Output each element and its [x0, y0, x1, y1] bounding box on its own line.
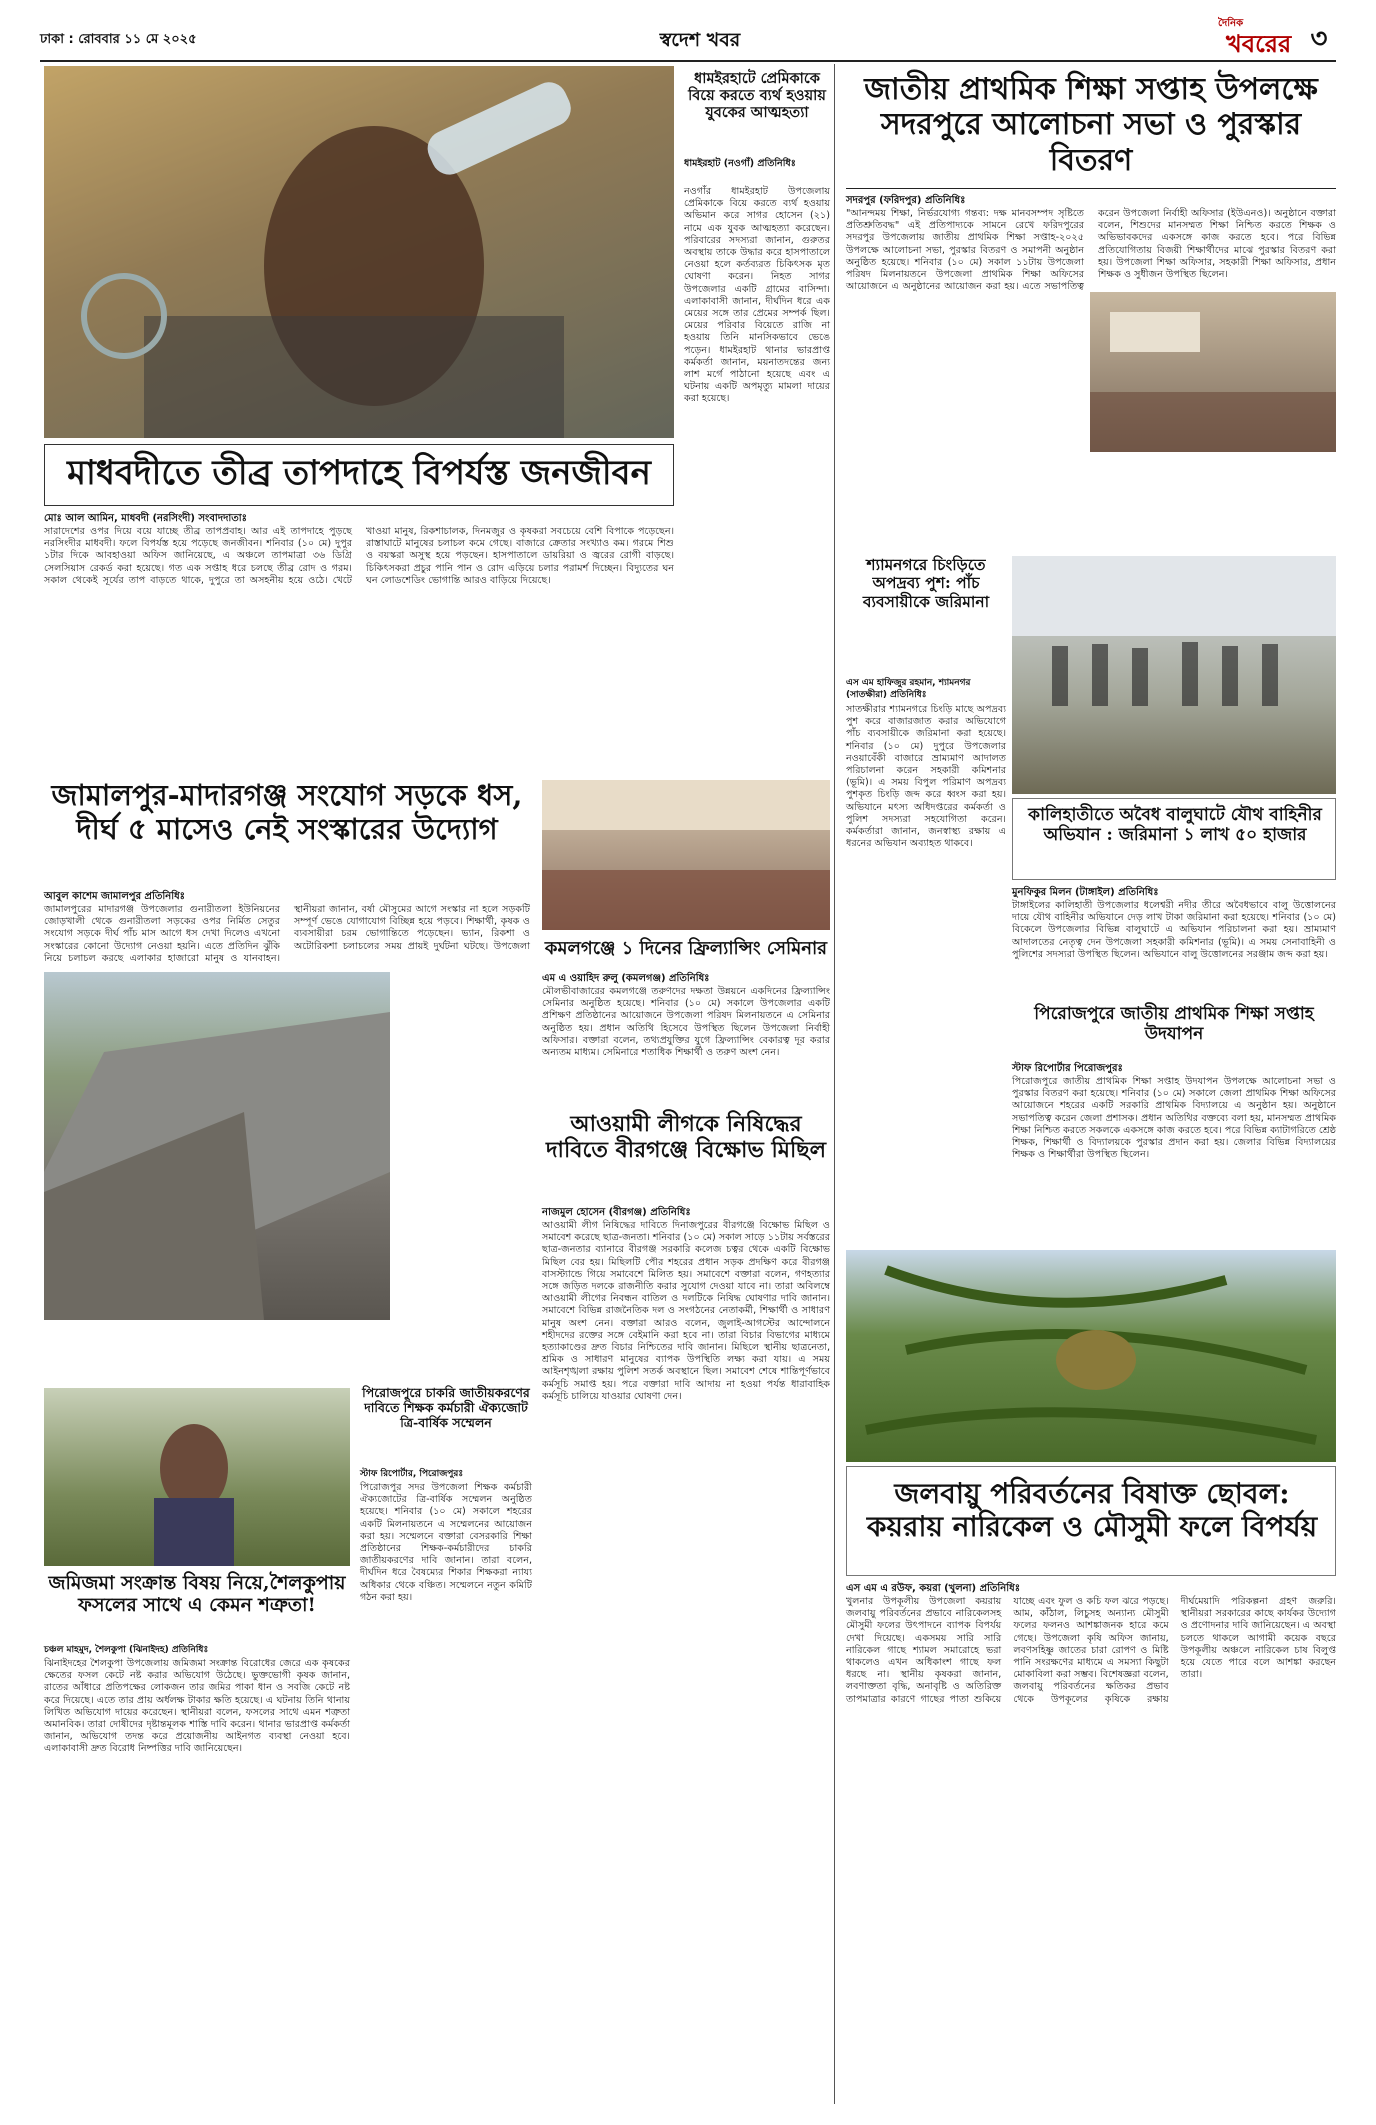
pirojpur-staff-headline: পিরোজপুরে চাকরি জাতীয়করণের দাবিতে শিক্ষক কর্মচারী ঐক্যজোট ত্রি-বার্ষিক সম্মেলন [362, 1385, 530, 1430]
kamalganj-photo [542, 780, 830, 930]
heatwave-photo [44, 66, 674, 438]
sadarpur-photo [1090, 292, 1336, 452]
jamalpur-byline: আবুল কাশেম জামালপুর প্রতিনিধিঃ [44, 891, 186, 902]
shyamnagar-byline: এস এম হাফিজুর রহমান, শ্যামনগর (সাতক্ষীরা) প্রতিনিধিঃ [846, 678, 971, 700]
shailkupa-byline: চঞ্চল মাহমুদ, শৈলকুপা (ঝিনাইদহ) প্রতিনিধিঃ [44, 1645, 209, 1655]
shailkupa-farmer-photo [44, 1388, 350, 1566]
madhabdi-headline: মাধবদীতে তীব্র তাপদাহে বিপর্যস্ত জনজীবন [67, 453, 651, 493]
header-rule [40, 60, 1336, 62]
dhamoirhat-headline: ধামইরহাটে প্রেমিকাকে বিয়ে করতে ব্যর্থ হওয়ায় যুবকের আত্মহত্যা [688, 70, 826, 122]
kalihati-headline: কালিহাতীতে অবৈধ বালুঘাটে যৌথ বাহিনীর অভিযান : জরিমানা ১ লাখ ৫০ হাজার [1028, 805, 1322, 846]
shyamnagar-photo [1012, 556, 1336, 794]
koyra-headline: জলবায়ু পরিবর্তনের বিষাক্ত ছোবল: কয়রায় নারিকেল ও মৌসুমী ফলে বিপর্যয় [866, 1477, 1318, 1544]
kamalganj-headline: কমলগঞ্জে ১ দিনের ফ্রিল্যান্সিং সেমিনার [544, 938, 828, 959]
kalihati-byline: মুনফিকুর মিলন (টাঙ্গাইল) প্রতিনিধিঃ [1012, 887, 1159, 898]
logo-main-text: খবরের [1226, 29, 1292, 58]
koyra-body: খুলনার উপকূলীয় উপজেলা কয়রায় জলবায়ু পরিবর্তনের প্রভাবে নারিকেলসহ মৌসুমী ফলের উৎপাদনে ব্যাপক বিপর্যয় দেখা দিয়েছে। একসময় সারি সারি নারিকেল গাছে শ্যামল সমারোহে ভরা থাকলেও এখন অধিকাংশ গাছে ফল ধরছে না। স্থানীয় কৃষকরা জানান, লবণাক্ততা বৃদ্ধি, অনাবৃষ্টি ও অতিরিক্ত তাপমাত্রার কারণে গাছের পাতা শুকিয়ে যাচ্ছে এবং ফুল ও কচি ফল ঝরে পড়ছে। আম, কাঁঠাল, লিচুসহ অন্যান্য মৌসুমী ফলের ফলনও আশঙ্কাজনক হারে কমে গেছে। উপজেলা কৃষি অফিস জানায়, লবণসহিষ্ণু জাতের চারা রোপণ ও মিষ্টি পানি সংরক্ষণের মাধ্যমে এ সমস্যা কিছুটা মোকাবিলা করা সম্ভব। বিশেষজ্ঞরা বলেন, জলবায়ু পরিবর্তনের ক্ষতিকর প্রভাব থেকে উপকূলের কৃষিকে রক্ষায় দীর্ঘমেয়াদি পরিকল্পনা গ্রহণ জরুরি। স্থানীয়রা সরকারের কাছে কার্যকর উদ্যোগ ও প্রণোদনার দাবি জানিয়েছেন। এ অবস্থা চলতে থাকলে আগামী কয়েক বছরে উপকূলীয় অঞ্চলে নারিকেল চাষ বিলুপ্ত হয়ে যেতে পারে বলে আশঙ্কা করছেন তারা। [846, 1596, 1336, 1705]
dhamoirhat-body: নওগাঁর ধামইরহাট উপজেলায় প্রেমিকাকে বিয়ে করতে ব্যর্থ হওয়ায় অভিমান করে সাগর হোসেন (২১) নামে এক যুবক আত্মহত্যা করেছেন। পরিবারের সদস্যরা জানান, গুরুতর অবস্থায় তাকে উদ্ধার করে হাসপাতালে নেওয়া হলে কর্তব্যরত চিকিৎসক মৃত ঘোষণা করেন। নিহত সাগর উপজেলার একটি গ্রামের বাসিন্দা। এলাকাবাসী জানান, দীর্ঘদিন ধরে এক মেয়ের সঙ্গে তার প্রেমের সম্পর্ক ছিল। মেয়ের পরিবার বিয়েতে রাজি না হওয়ায় তিনি মানসিকভাবে ভেঙে পড়েন। ধামইরহাট থানার ভারপ্রাপ্ত কর্মকর্তা জানান, ময়নাতদন্তের জন্য লাশ মর্গে পাঠানো হয়েছে এবং এ ঘটনায় একটি অপমৃত্যু মামলা দায়ের করা হয়েছে। [684, 186, 830, 405]
koyra-headline-box [846, 1466, 1336, 1576]
shailkupa-headline: জমিজমা সংক্রান্ত বিষয় নিয়ে,শৈলকুপায় ফসলের সাথে এ কেমন শত্রুতা! [48, 1572, 346, 1617]
column-rule [834, 64, 835, 2104]
koyra-byline: এস এম এ রউফ, কয়রা (খুলনা) প্রতিনিধিঃ [846, 1583, 1021, 1594]
sadarpur-body: "আনন্দময় শিক্ষা, নির্ভরযোগ্য গন্তব্য: দক্ষ মানবসম্পদ সৃষ্টিতে প্রতিশ্রুতিবদ্ধ" এই প্রতিপাদ্যকে সামনে রেখে ফরিদপুরের সদরপুর উপজেলায় জাতীয় প্রাথমিক শিক্ষা সপ্তাহ-২০২৫ উপলক্ষে আলোচনা সভা, পুরস্কার বিতরণ ও সমাপনী অনুষ্ঠান অনুষ্ঠিত হয়েছে। শনিবার (১০ মে) সকাল ১১টায় উপজেলা পরিষদ মিলনায়তনে উপজেলা প্রাথমিক শিক্ষা অফিসের আয়োজনে এ অনুষ্ঠানের আয়োজন করা হয়। এতে সভাপতিত্ব করেন উপজেলা নির্বাহী অফিসার (ইউএনও)। অনুষ্ঠানে বক্তারা বলেন, শিশুদের মানসম্মত শিক্ষা নিশ্চিত করতে শিক্ষক ও অভিভাবকদের একসঙ্গে কাজ করতে হবে। পরে বিভিন্ন প্রতিযোগিতায় বিজয়ী শিক্ষার্থীদের মাঝে পুরস্কার বিতরণ করা হয়। উপজেলা শিক্ষা অফিসার, সহকারী শিক্ষা অফিসার, প্রধান শিক্ষক ও সুধীজন উপস্থিত ছিলেন। [846, 208, 1336, 293]
kamalganj-body: মৌলভীবাজারের কমলগঞ্জে তরুণদের দক্ষতা উন্নয়নে একদিনের ফ্রিল্যান্সিং সেমিনার অনুষ্ঠিত হয়েছে। শনিবার (১০ মে) সকালে উপজেলার একটি প্রশিক্ষণ প্রতিষ্ঠানের আয়োজনে উপজেলা পরিষদ মিলনায়তনে এ সেমিনার অনুষ্ঠিত হয়। প্রধান অতিথি হিসেবে উপস্থিত ছিলেন উপজেলা নির্বাহী অফিসার। বক্তারা বলেন, তথ্যপ্রযুক্তির যুগে ফ্রিল্যান্সিং বেকারত্ব দূর করার অন্যতম মাধ্যম। সেমিনারে শতাধিক শিক্ষার্থী ও তরুণ অংশ নেন। [542, 986, 830, 1059]
pirojpur-week-headline: পিরোজপুরে জাতীয় প্রাথমিক শিক্ষা সপ্তাহ উদযাপন [1034, 1004, 1314, 1045]
page-header [40, 14, 1336, 58]
sadarpur-headline: জাতীয় প্রাথমিক শিক্ষা সপ্তাহ উপলক্ষে সদরপুরে আলোচনা সভা ও পুরস্কার বিতরণ [864, 72, 1318, 178]
sadarpur-rule [846, 188, 1336, 189]
dhamoirhat-byline: ধামইরহাট (নওগাঁ) প্রতিনিধিঃ [684, 158, 796, 169]
madhabdi-byline: মোঃ আল আমিন, মাধবদী (নরসিংদী) সংবাদদাতাঃ [44, 513, 247, 524]
section-title: স্বদেশ খবর [659, 29, 741, 51]
pirojpur-staff-body: পিরোজপুর সদর উপজেলা শিক্ষক কর্মচারী ঐক্যজোটের ত্রি-বার্ষিক সম্মেলন অনুষ্ঠিত হয়েছে। শনিবার (১০ মে) সকালে শহরের একটি মিলনায়তনে এ সম্মেলনের আয়োজন করা হয়। সম্মেলনে বক্তারা বেসরকারি শিক্ষা প্রতিষ্ঠানের শিক্ষক-কর্মচারীদের চাকরি জাতীয়করণের দাবি জানান। তারা বলেন, দীর্ঘদিন ধরে বৈষম্যের শিকার শিক্ষকরা ন্যায্য অধিকার থেকে বঞ্চিত। সম্মেলনে নতুন কমিটি গঠন করা হয়। [360, 1482, 532, 1603]
koyra-coconut-photo [846, 1250, 1336, 1462]
logo-small-text: দৈনিক [1218, 18, 1244, 29]
jamalpur-road-photo [44, 972, 390, 1320]
pirojpur-week-byline: স্টাফ রিপোর্টার পিরোজপুরঃ [1012, 1063, 1123, 1074]
sadarpur-byline: সদরপুর (ফরিদপুর) প্রতিনিধিঃ [846, 195, 966, 206]
madhabdi-headline-box [44, 444, 674, 506]
pirojpur-week-body: পিরোজপুরে জাতীয় প্রাথমিক শিক্ষা সপ্তাহ উদযাপন উপলক্ষে আলোচনা সভা ও পুরস্কার বিতরণ করা হয়েছে। শনিবার (১০ মে) সকালে জেলা প্রাথমিক শিক্ষা অফিসের আয়োজনে শহরের একটি সরকারি প্রাথমিক বিদ্যালয়ে এ অনুষ্ঠান হয়। অনুষ্ঠানে সভাপতিত্ব করেন জেলা প্রশাসক। প্রধান অতিথির বক্তব্যে বলা হয়, মানসম্মত প্রাথমিক শিক্ষা নিশ্চিত করতে সকলকে একসঙ্গে কাজ করতে হবে। পরে বিভিন্ন ক্যাটাগরিতে শ্রেষ্ঠ শিক্ষক, শিক্ষার্থী ও বিদ্যালয়কে পুরস্কার প্রদান করা হয়। জেলার বিভিন্ন বিদ্যালয়ের শিক্ষক ও শিক্ষার্থীরা উপস্থিত ছিলেন। [1012, 1076, 1336, 1161]
kalihati-headline-box [1012, 798, 1336, 880]
madhabdi-body: সারাদেশের ওপর দিয়ে বয়ে যাচ্ছে তীব্র তাপপ্রবাহ। আর এই তাপদাহে পুড়ছে নরসিংদীর মাধবদী। ফলে বিপর্যস্ত হয়ে পড়েছে জনজীবন। শনিবার (১০ মে) দুপুর ১টার দিকে আবহাওয়া অফিস জানিয়েছে, এ অঞ্চলে তাপমাত্রা ৩৬ ডিগ্রি সেলসিয়াস রেকর্ড করা হয়েছে। গত এক সপ্তাহ ধরে চলছে তীব্র রোদ ও গরম। সকাল থেকেই সূর্যের তাপ বাড়তে থাকে, দুপুরে তা অসহনীয় হয়ে ওঠে। খেটে খাওয়া মানুষ, রিকশাচালক, দিনমজুর ও কৃষকরা সবচেয়ে বেশি বিপাকে পড়েছেন। রাস্তাঘাটে মানুষের চলাচল কমে গেছে। বাজারে ক্রেতার সংখ্যাও কম। গরমে শিশু ও বয়স্করা অসুস্থ হয়ে পড়ছেন। হাসপাতালে ডায়রিয়া ও জ্বরের রোগী বাড়ছে। চিকিৎসকরা প্রচুর পানি পান ও রোদ এড়িয়ে চলার পরামর্শ দিচ্ছেন। বিদ্যুতের ঘন ঘন লোডশেডিং ভোগান্তি আরও বাড়িয়ে দিয়েছে। [44, 526, 674, 586]
shailkupa-body: ঝিনাইদহের শৈলকুপা উপজেলায় জমিজমা সংক্রান্ত বিরোধের জেরে এক কৃষকের ক্ষেতের ফসল কেটে নষ্ট করার অভিযোগ উঠেছে। ভুক্তভোগী কৃষক জানান, রাতের আঁধারে প্রতিপক্ষের লোকজন তার জমির পাকা ধান ও সবজি কেটে নষ্ট করে দিয়েছে। এতে তার প্রায় অর্ধলক্ষ টাকার ক্ষতি হয়েছে। এ ঘটনায় তিনি থানায় লিখিত অভিযোগ দায়ের করেছেন। স্থানীয়রা বলেন, ফসলের সাথে এমন শত্রুতা অমানবিক। তারা দোষীদের দৃষ্টান্তমূলক শাস্তি দাবি করেন। থানার ভারপ্রাপ্ত কর্মকর্তা জানান, অভিযোগ তদন্ত করে প্রয়োজনীয় আইনগত ব্যবস্থা নেওয়া হবে। এলাকাবাসী দ্রুত বিরোধ নিষ্পত্তির দাবি জানিয়েছেন। [44, 1658, 350, 1755]
kamalganj-byline: এম এ ওয়াহিদ রুলু (কমলগঞ্জ) প্রতিনিধিঃ [542, 973, 710, 984]
sadarpur-body-continued [846, 458, 1336, 548]
birganj-byline: নাজমুল হোসেন (বীরগঞ্জ) প্রতিনিধিঃ [542, 1207, 691, 1218]
shyamnagar-headline: শ্যামনগরে চিংড়িতে অপদ্রব্য পুশ: পাঁচ ব্যবসায়ীকে জরিমানা [862, 555, 990, 611]
birganj-headline: আওয়ামী লীগকে নিষিদ্ধের দাবিতে বীরগঞ্জে বিক্ষোভ মিছিল [546, 1111, 826, 1163]
birganj-body: আওয়ামী লীগ নিষিদ্ধের দাবিতে দিনাজপুরের বীরগঞ্জে বিক্ষোভ মিছিল ও সমাবেশ করেছে ছাত্র-জনতা। শনিবার (১০ মে) সকাল সাড়ে ১১টায় সর্বস্তরের ছাত্র-জনতার ব্যানারে বীরগঞ্জ সরকারি কলেজ চত্বর থেকে একটি বিক্ষোভ মিছিল বের হয়। মিছিলটি পৌর শহরের প্রধান সড়ক প্রদক্ষিণ করে বীরগঞ্জ বাসস্ট্যান্ডে গিয়ে সমাবেশে মিলিত হয়। সমাবেশে বক্তারা বলেন, গণহত্যার সঙ্গে জড়িত দলকে রাজনীতি করার সুযোগ দেওয়া যাবে না। তারা অবিলম্বে আওয়ামী লীগের নিবন্ধন বাতিল ও দলটিকে নিষিদ্ধ ঘোষণার দাবি জানান। সমাবেশে বিভিন্ন রাজনৈতিক দল ও সংগঠনের নেতাকর্মী, শিক্ষার্থী ও সাধারণ মানুষ অংশ নেন। বক্তারা আরও বলেন, জুলাই-আগস্টের আন্দোলনে শহীদদের রক্তের সঙ্গে বেইমানি করা হবে না। তারা বিচার বিভাগের মাধ্যমে হত্যাকাণ্ডের দ্রুত বিচার নিশ্চিতের দাবি জানান। মিছিলে স্থানীয় ছাত্রনেতা, শ্রমিক ও সাধারণ মানুষের ব্যাপক উপস্থিতি লক্ষ্য করা যায়। এ সময় আইনশৃঙ্খলা রক্ষায় পুলিশ সতর্ক অবস্থানে ছিল। সমাবেশ শেষে শান্তিপূর্ণভাবে কর্মসূচি সমাপ্ত হয়। পরে বক্তারা দাবি আদায় না হওয়া পর্যন্ত ধারাবাহিক কর্মসূচি চালিয়ে যাওয়ার ঘোষণা দেন। [542, 1220, 830, 1402]
page-number: ৩ [1310, 24, 1328, 54]
newspaper-logo [1216, 14, 1336, 58]
shyamnagar-body: সাতক্ষীরার শ্যামনগরে চিংড়ি মাছে অপদ্রব্য পুশ করে বাজারজাত করার অভিযোগে পাঁচ ব্যবসায়ীকে জরিমানা করা হয়েছে। শনিবার (১০ মে) দুপুরে উপজেলার নওয়াবেঁকী বাজারে ভ্রাম্যমাণ আদালত পরিচালনা করেন সহকারী কমিশনার (ভূমি)। এ সময় বিপুল পরিমাণ অপদ্রব্য পুশকৃত চিংড়ি জব্দ করে ধ্বংস করা হয়। অভিযানে মৎস্য অধিদপ্তরের কর্মকর্তা ও পুলিশ সদস্যরা সহযোগিতা করেন। কর্মকর্তারা জানান, জনস্বাস্থ্য রক্ষায় এ ধরনের অভিযান অব্যাহত থাকবে। [846, 704, 1006, 850]
pirojpur-staff-byline: স্টাফ রিপোর্টার, পিরোজপুরঃ [360, 1469, 464, 1479]
kalihati-body: টাঙ্গাইলের কালিহাতী উপজেলার ধলেশ্বরী নদীর তীরে অবৈধভাবে বালু উত্তোলনের দায়ে যৌথ বাহিনীর অভিযানে দেড় লাখ টাকা জরিমানা করা হয়েছে। শনিবার (১০ মে) বিকেলে উপজেলার বিভিন্ন বালুঘাটে এ অভিযান পরিচালনা করা হয়। ভ্রাম্যমাণ আদালতের নেতৃত্ব দেন উপজেলা সহকারী কমিশনার (ভূমি)। এ সময় সেনাবাহিনী ও পুলিশের সদস্যরা উপস্থিত ছিলেন। অভিযানে বালু উত্তোলনের সরঞ্জাম জব্দ করা হয়। [1012, 900, 1336, 960]
dateline: ঢাকা : রোববার ১১ মে ২০২৫ [40, 32, 197, 47]
jamalpur-body: জামালপুরের মাদারগঞ্জ উপজেলার গুনারীতলা ইউনিয়নের জোড়খালী থেকে গুনারীতলা সড়কের ওপর নির্মিত সেতুর সংযোগ সড়কে দীর্ঘ পাঁচ মাস আগে ধস দেখা দিলেও এখনো সংস্কারের কোনো উদ্যোগ নেওয়া হয়নি। এতে প্রতিদিন ঝুঁকি নিয়ে চলাচল করছে এলাকার হাজারো মানুষ ও যানবাহন। স্থানীয়রা জানান, বর্ষা মৌসুমের আগে সংস্কার না হলে সড়কটি সম্পূর্ণ ভেঙে যোগাযোগ বিচ্ছিন্ন হয়ে পড়বে। শিক্ষার্থী, কৃষক ও ব্যবসায়ীরা চরম ভোগান্তিতে পড়েছেন। ভ্যান, রিকশা ও অটোরিকশা চলাচলের সময় প্রায়ই দুর্ঘটনা ঘটছে। উপজেলা [44, 904, 530, 964]
jamalpur-body-side [398, 972, 530, 1320]
jamalpur-headline: জামালপুর-মাদারগঞ্জ সংযোগ সড়কে ধস, দীর্ঘ ৫ মাসেও নেই সংস্কারের উদ্যোগ [51, 778, 523, 847]
